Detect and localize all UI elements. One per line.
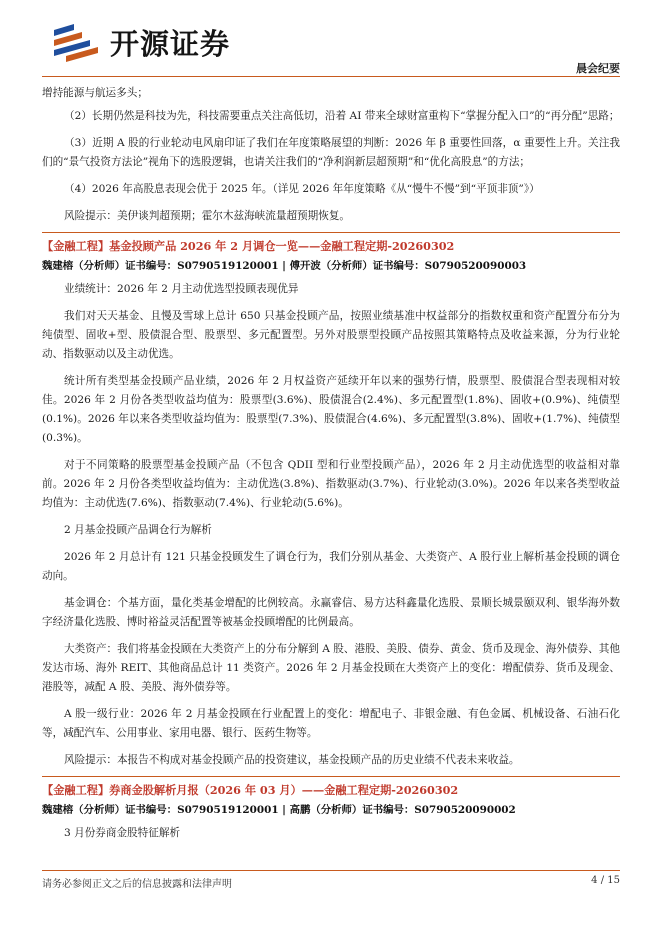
risk-note: 风险提示：美伊谈判超预期；霍尔木兹海峡流量超预期恢复。 xyxy=(64,210,351,222)
subheading: 2 月基金投顾产品调仓行为解析 xyxy=(64,524,212,536)
paragraph: 业绩统计：2026 年 2 月主动优选型投顾表现优异 xyxy=(64,283,299,295)
paragraph: （3）近期 A 股的行业轮动电风扇印证了我们在年度策略展望的判断：2026 年 β 重要性回落，α 重要性上升。关注我们的“景气投资方法论”视角下的选股逻辑，也请关注我们的“净利润新层超预期”和“优化高股息”的方法； xyxy=(42,137,620,168)
section-authors: 魏建榕（分析师）证书编号：S0790519120001 | 傅开波（分析师）证书编号：S0790520090003 xyxy=(42,260,527,272)
paragraph: 大类资产：我们将基金投顾在大类资产上的分布分解到 A 股、港股、美股、债券、黄金、货币及现金、海外债券、其他发达市场、海外 REIT、其他商品总计 11 类资产。2026 年 2 月基金投顾在大类资产上的变化：增配债券、货币及现金、港股等，减配 A 股、美股、海外债券等。 xyxy=(42,643,620,693)
subheading: 3 月份券商金股特征解析 xyxy=(64,827,181,839)
risk-note: 风险提示：本报告不构成对基金投顾产品的投资建议，基金投顾产品的历史业绩不代表未来收益。 xyxy=(64,754,520,766)
paragraph: 统计所有类型基金投顾产品业绩，2026 年 2 月权益资产延续开年以来的强势行情，股票型、股债混合型表现相对较佳。2026 年 2 月份各类型收益均值为：股票型(3.6%)、股债混合(2.4%)、多元配置型(1.8%)、固收+(0.9%)、纯债型(0.1%)。2026 年以来各类型收益均值为：股票型(7.3%)、股债混合(4.6%)、多元配置型(3.8%)、固收+(1.7%)、纯债型(0.3%)。 xyxy=(42,375,620,444)
paragraph: 增持能源与航运多头； xyxy=(42,87,148,99)
section-title-broker-picks: 【金融工程】券商金股解析月报（2026 年 03 月）——金融工程定期-20260302 xyxy=(42,776,620,800)
paragraph: 我们对天天基金、且慢及雪球上总计 650 只基金投顾产品，按照业绩基准中权益部分的指数权重和资产配置分布分为纯债型、固收+型、股债混合型、股票型、多元配置型。另外对股票型投顾产品按照其策略特点及收益来源，分为行业轮动、指数驱动以及主动优选。 xyxy=(42,310,620,360)
main-content xyxy=(42,78,620,843)
header-divider xyxy=(42,76,620,77)
paragraph: 基金调仓：个基方面，量化类基金增配的比例较高。永赢睿信、易方达科鑫量化选股、景顺长城景颐双利、银华海外数字经济量化选股、博时裕益灵活配置等被基金投顾增配的比例最高。 xyxy=(42,597,620,628)
paragraph: 对于不同策略的股票型基金投顾产品（不包含 QDII 型和行业型投顾产品），2026 年 2 月主动优选型的收益相对靠前。2026 年 2 月份各类型收益均值为：主动优选(3.8%)、指数驱动(3.7%)、行业轮动(3.0%)。2026 年以来各类型收益均值为：主动优选(7.6%)、指数驱动(7.4%)、行业轮动(5.6%)。 xyxy=(42,459,620,509)
section-label: 晨会纪要 xyxy=(576,62,620,75)
paragraph: 2026 年 2 月总计有 121 只基金投顾发生了调仓行为，我们分别从基金、大类资产、A 股行业上解析基金投顾的调仓动向。 xyxy=(42,551,620,582)
paragraph: A 股一级行业：2026 年 2 月基金投顾在行业配置上的变化：增配电子、非银金融、有色金属、机械设备、石油石化等，减配汽车、公用事业、家用电器、银行、医药生物等。 xyxy=(42,708,620,739)
page-number: 4 / 15 xyxy=(591,875,620,886)
paragraph: （2）长期仍然是科技为先，科技需要重点关注高低切，沿着 AI 带来全球财富重构下“掌握分配入口”的“再分配”思路； xyxy=(64,110,620,122)
section-title-fund-advisory: 【金融工程】基金投顾产品 2026 年 2 月调仓一览——金融工程定期-20260302 xyxy=(42,232,620,256)
paragraph: （4）2026 年高股息表现会优于 2025 年。（详见 2026 年年度策略《从“慢牛不慢”到“平顶非顶”》） xyxy=(64,183,540,195)
brand-name: 开源证券 xyxy=(110,27,231,61)
section-authors: 魏建榕（分析师）证书编号：S0790519120001 | 高鹏（分析师）证书编号：S0790520090002 xyxy=(42,804,516,816)
footer-divider xyxy=(42,870,620,871)
page-header xyxy=(0,0,662,78)
footer-disclaimer: 请务必参阅正文之后的信息披露和法律声明 xyxy=(42,879,232,890)
